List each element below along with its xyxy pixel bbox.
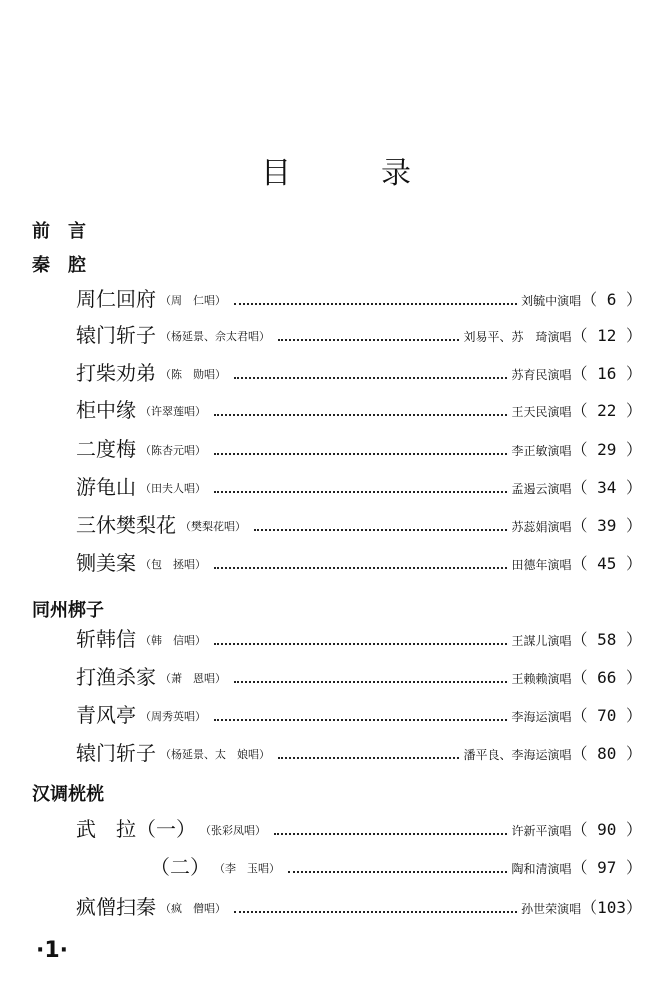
- entry-page-number: （ 34 ）: [571, 478, 642, 497]
- entry-title: 疯僧扫秦: [76, 895, 156, 919]
- entry-page-number: （ 22 ）: [571, 401, 642, 420]
- entry-page-number: （ 45 ）: [571, 554, 642, 573]
- entry-performer: 王謀儿演唱: [511, 634, 572, 648]
- section-heading-preface: 前言: [32, 221, 104, 242]
- entry-singer: （疯 僧唱）: [160, 902, 226, 915]
- entry-title: 铡美案: [76, 551, 136, 575]
- entry-page-number: （ 66 ）: [571, 668, 642, 687]
- entry-performer: 王赖赖演唱: [511, 672, 572, 686]
- toc-entry: [76, 395, 642, 423]
- dot-leader: [214, 642, 507, 645]
- entry-page-number: （ 90 ）: [571, 820, 642, 839]
- entry-page-number: （103）: [581, 898, 642, 917]
- section-heading-handiao: 汉调桄桄: [32, 784, 104, 805]
- entry-performer: 陶和清演唱: [511, 862, 572, 876]
- entry-title: 斩韩信: [76, 627, 136, 651]
- section-heading-tongzhou: 同州梆子: [32, 600, 104, 621]
- page-title: 目录: [261, 156, 501, 191]
- toc-entry: [76, 548, 642, 576]
- toc-entry: [76, 700, 642, 728]
- entry-title: 周仁回府: [76, 287, 156, 311]
- dot-leader: [234, 680, 507, 683]
- entry-page-number: （ 12 ）: [571, 326, 642, 345]
- entry-singer: （陈杏元唱）: [140, 444, 206, 457]
- toc-entry: [76, 320, 642, 348]
- dot-leader: [254, 528, 507, 531]
- dot-leader: [278, 756, 459, 759]
- entry-singer: （杨延景、太 娘唱）: [160, 748, 270, 761]
- entry-performer: 孙世荣演唱: [521, 902, 582, 916]
- entry-singer: （周秀英唱）: [140, 710, 206, 723]
- entry-singer: （杨延景、佘太君唱）: [160, 330, 270, 343]
- entry-page-number: （ 6 ）: [581, 290, 642, 309]
- section-heading-qinqiang: 秦腔: [32, 255, 104, 276]
- entry-singer: （樊梨花唱）: [180, 520, 246, 533]
- entry-title: 三休樊梨花: [76, 513, 176, 537]
- dot-leader: [288, 870, 507, 873]
- entry-performer: 李正敏演唱: [511, 444, 572, 458]
- toc-entry: [76, 624, 642, 652]
- entry-performer: 苏育民演唱: [511, 368, 572, 382]
- toc-entry: [76, 814, 642, 842]
- entry-singer: （包 拯唱）: [140, 558, 206, 571]
- entry-singer: （萧 恩唱）: [160, 672, 226, 685]
- dot-leader: [214, 490, 507, 493]
- entry-title: （二）: [150, 855, 210, 879]
- entry-singer: （李 玉唱）: [214, 862, 280, 875]
- entry-singer: （田夫人唱）: [140, 482, 206, 495]
- entry-performer: 田德年演唱: [511, 558, 572, 572]
- entry-page-number: （ 39 ）: [571, 516, 642, 535]
- dot-leader: [274, 832, 507, 835]
- entry-singer: （周 仁唱）: [160, 294, 226, 307]
- entry-title: 辕门斩子: [76, 323, 156, 347]
- entry-performer: 苏蕊娟演唱: [511, 520, 572, 534]
- toc-entry: [76, 892, 642, 920]
- entry-title: 柜中缘: [76, 398, 136, 422]
- entry-performer: 李海运演唱: [511, 710, 572, 724]
- dot-leader: [234, 910, 517, 913]
- entry-performer: 潘平良、李海运演唱: [463, 748, 572, 762]
- entry-performer: 刘毓中演唱: [521, 294, 582, 308]
- entry-title: 二度梅: [76, 437, 136, 461]
- toc-entry: [76, 472, 642, 500]
- dot-leader: [234, 376, 507, 379]
- entry-page-number: （ 70 ）: [571, 706, 642, 725]
- entry-title: 青风亭: [76, 703, 136, 727]
- dot-leader: [234, 302, 517, 305]
- dot-leader: [214, 413, 507, 416]
- entry-title: 游龟山: [76, 475, 136, 499]
- entry-singer: （韩 信唱）: [140, 634, 206, 647]
- entry-singer: （张彩凤唱）: [200, 824, 266, 837]
- entry-performer: 刘易平、苏 琦演唱: [463, 330, 572, 344]
- entry-page-number: （ 16 ）: [571, 364, 642, 383]
- entry-page-number: （ 97 ）: [571, 858, 642, 877]
- toc-entry: [76, 738, 642, 766]
- dot-leader: [278, 338, 459, 341]
- toc-entry: [76, 434, 642, 462]
- entry-performer: 孟遏云演唱: [511, 482, 572, 496]
- entry-title: 武 拉（一）: [76, 817, 196, 841]
- toc-entry: [76, 662, 642, 690]
- entry-performer: 王天民演唱: [511, 405, 572, 419]
- entry-singer: （许翠莲唱）: [140, 405, 206, 418]
- entry-title: 打渔杀家: [76, 665, 156, 689]
- entry-singer: （陈 勋唱）: [160, 368, 226, 381]
- toc-entry: [150, 852, 642, 880]
- toc-entry: [76, 358, 642, 386]
- toc-entry: [76, 510, 642, 538]
- entry-title: 打柴劝弟: [76, 361, 156, 385]
- entry-performer: 许新平演唱: [511, 824, 572, 838]
- dot-leader: [214, 452, 507, 455]
- entry-page-number: （ 80 ）: [571, 744, 642, 763]
- toc-entry: [76, 284, 642, 312]
- entry-title: 辕门斩子: [76, 741, 156, 765]
- dot-leader: [214, 718, 507, 721]
- dot-leader: [214, 566, 507, 569]
- page-folio: ·1·: [36, 938, 69, 963]
- entry-page-number: （ 58 ）: [571, 630, 642, 649]
- entry-page-number: （ 29 ）: [571, 440, 642, 459]
